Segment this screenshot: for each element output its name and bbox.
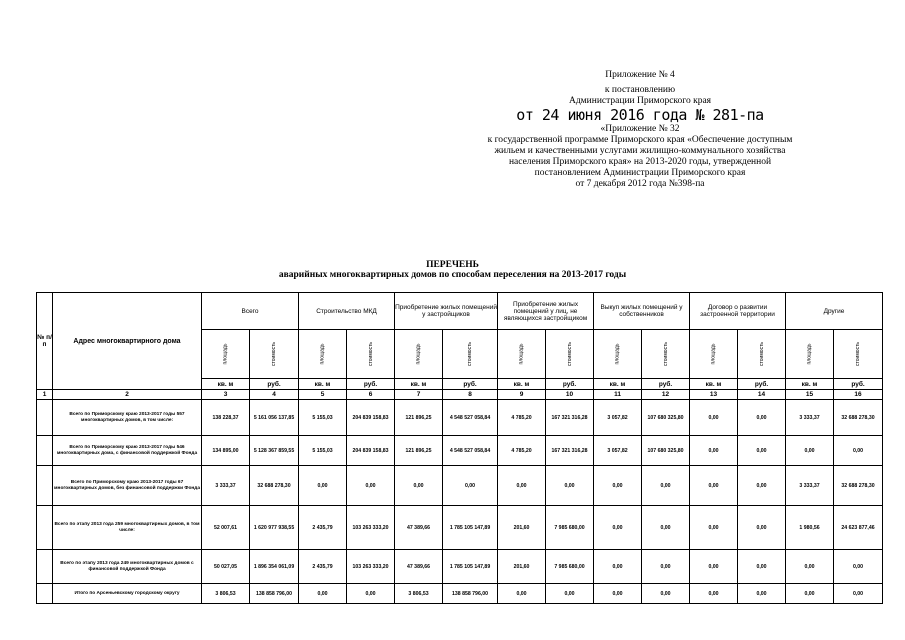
row-number-cell <box>37 506 53 550</box>
cost-value: 138 858 796,00 <box>250 584 299 604</box>
cost-value: 1 896 354 061,09 <box>250 550 299 584</box>
cost-value: 0,00 <box>642 584 690 604</box>
resolution-date: от 24 июня 2016 года № 281-па <box>516 106 764 124</box>
unit-cost: руб. <box>642 379 690 390</box>
area-label: площадь <box>518 343 525 365</box>
unit-area: кв. м <box>786 379 834 390</box>
cost-value: 0,00 <box>738 436 786 466</box>
column-number: 4 <box>250 390 299 400</box>
area-value: 0,00 <box>690 436 738 466</box>
cost-value: 167 321 316,28 <box>546 436 594 466</box>
area-value: 5 155,03 <box>299 400 347 436</box>
area-subheader <box>202 330 250 379</box>
unit-area: кв. м <box>498 379 546 390</box>
column-number: 8 <box>443 390 498 400</box>
document-title <box>0 260 905 280</box>
area-label: площадь <box>415 343 422 365</box>
program-appendix: «Приложение № 32 <box>600 124 680 134</box>
area-value: 0,00 <box>786 550 834 584</box>
area-label: площадь <box>319 343 326 365</box>
cost-value: 32 688 278,30 <box>834 400 883 436</box>
area-subheader <box>786 330 834 379</box>
area-value: 0,00 <box>690 506 738 550</box>
cost-value: 0,00 <box>347 466 395 506</box>
area-value: 0,00 <box>786 436 834 466</box>
cost-value: 167 321 316,28 <box>546 400 594 436</box>
cost-label: стоимость <box>566 342 573 366</box>
column-number: 12 <box>642 390 690 400</box>
cost-value: 0,00 <box>834 550 883 584</box>
table-row <box>37 506 883 550</box>
column-number: 7 <box>395 390 443 400</box>
cost-value: 0,00 <box>642 506 690 550</box>
column-number: 5 <box>299 390 347 400</box>
cost-value: 1 620 977 938,55 <box>250 506 299 550</box>
cost-label: стоимость <box>855 342 862 366</box>
cost-value: 103 263 333,20 <box>347 550 395 584</box>
area-value: 0,00 <box>690 400 738 436</box>
column-number: 13 <box>690 390 738 400</box>
area-subheader <box>594 330 642 379</box>
unit-cost: руб. <box>546 379 594 390</box>
cost-value: 0,00 <box>834 436 883 466</box>
area-subheader <box>690 330 738 379</box>
unit-cost: руб. <box>250 379 299 390</box>
unit-cost: руб. <box>834 379 883 390</box>
cost-value: 0,00 <box>834 584 883 604</box>
area-value: 0,00 <box>594 466 642 506</box>
area-value: 2 435,79 <box>299 506 347 550</box>
table-body <box>37 400 883 604</box>
program-line-4: постановлением Администрации Приморского края <box>534 168 746 178</box>
area-value: 0,00 <box>594 550 642 584</box>
cost-subheader <box>642 330 690 379</box>
unit-cost: руб. <box>347 379 395 390</box>
cost-value: 5 128 367 859,55 <box>250 436 299 466</box>
cost-value: 32 688 278,30 <box>250 466 299 506</box>
area-value: 0,00 <box>594 584 642 604</box>
area-value: 0,00 <box>690 584 738 604</box>
area-value: 3 333,37 <box>786 400 834 436</box>
area-value: 201,60 <box>498 506 546 550</box>
table-row <box>37 584 883 604</box>
table-row <box>37 466 883 506</box>
cost-subheader <box>443 330 498 379</box>
cost-value: 0,00 <box>738 584 786 604</box>
housing-table <box>36 292 883 604</box>
cost-value: 0,00 <box>738 506 786 550</box>
area-value: 2 435,79 <box>299 550 347 584</box>
row-label: Всего по Приморскому краю 2013-2017 годы 557 многоквартирных домов, в том числе: <box>53 400 202 436</box>
area-value: 0,00 <box>299 466 347 506</box>
area-value: 3 806,53 <box>202 584 250 604</box>
cost-value: 0,00 <box>738 550 786 584</box>
appendix-header <box>440 70 840 190</box>
cost-value: 4 548 527 058,84 <box>443 400 498 436</box>
area-value: 3 806,53 <box>395 584 443 604</box>
cost-value: 0,00 <box>347 584 395 604</box>
cost-subheader <box>347 330 395 379</box>
area-value: 47 389,66 <box>395 550 443 584</box>
column-number: 3 <box>202 390 250 400</box>
administration-name: Администрации Приморского края <box>568 96 712 106</box>
area-value: 0,00 <box>690 466 738 506</box>
group-total: Всего <box>202 293 299 330</box>
cost-label: стоимость <box>662 342 669 366</box>
cost-value: 107 680 325,80 <box>642 400 690 436</box>
unit-area: кв. м <box>594 379 642 390</box>
column-number: 14 <box>738 390 786 400</box>
area-value: 50 027,05 <box>202 550 250 584</box>
cost-value: 24 623 877,46 <box>834 506 883 550</box>
cost-label: стоимость <box>467 342 474 366</box>
area-value: 0,00 <box>498 466 546 506</box>
area-value: 3 057,82 <box>594 400 642 436</box>
area-value: 52 007,61 <box>202 506 250 550</box>
program-line-5: от 7 декабря 2012 года №398-па <box>575 179 705 189</box>
column-number: 2 <box>53 390 202 400</box>
row-label: Всего по Приморскому краю 2013-2017 годы 546 многоквартирных дома, с финансовой поддержкой Фонда <box>53 436 202 466</box>
cost-value: 0,00 <box>738 400 786 436</box>
group-other: Другие <box>786 293 883 330</box>
cost-value: 32 688 278,30 <box>834 466 883 506</box>
column-number: 15 <box>786 390 834 400</box>
area-value: 0,00 <box>498 584 546 604</box>
cost-value: 0,00 <box>642 550 690 584</box>
area-label: площадь <box>806 343 813 365</box>
row-number-cell <box>37 436 53 466</box>
title-line-2: аварийных многоквартирных домов по способам переселения на 2013-2017 годы <box>278 270 627 280</box>
cost-value: 0,00 <box>546 584 594 604</box>
row-label: Всего по этапу 2013 года 249 многоквартирных домов с финансовой поддержкой Фонда <box>53 550 202 584</box>
cost-value: 5 161 056 137,85 <box>250 400 299 436</box>
program-line-1: к государственной программе Приморского края «Обеспечение доступным <box>487 135 793 145</box>
area-subheader <box>299 330 347 379</box>
unit-cost: руб. <box>738 379 786 390</box>
row-number-cell <box>37 400 53 436</box>
row-number-cell <box>37 466 53 506</box>
row-number-cell <box>37 584 53 604</box>
cost-value: 204 839 158,83 <box>347 436 395 466</box>
area-value: 0,00 <box>299 584 347 604</box>
area-value: 3 333,37 <box>202 466 250 506</box>
cost-value: 0,00 <box>443 466 498 506</box>
cost-value: 204 839 158,83 <box>347 400 395 436</box>
program-line-3: населения Приморского края» на 2013-2020 годы, утвержденной <box>508 157 772 167</box>
area-value: 47 389,66 <box>395 506 443 550</box>
area-value: 134 895,00 <box>202 436 250 466</box>
cost-value: 0,00 <box>546 466 594 506</box>
area-value: 138 228,37 <box>202 400 250 436</box>
row-number-cell <box>37 550 53 584</box>
area-value: 0,00 <box>594 506 642 550</box>
area-value: 3 333,37 <box>786 466 834 506</box>
column-number: 9 <box>498 390 546 400</box>
cost-subheader <box>834 330 883 379</box>
cost-value: 4 548 527 058,84 <box>443 436 498 466</box>
group-purchase-developers: Приобретение жилых помещений у застройщиков <box>395 293 498 330</box>
group-development-agreement: Договор о развитии застроенной территории <box>690 293 786 330</box>
cost-value: 1 785 105 147,89 <box>443 550 498 584</box>
resolution-ref: к постановлению <box>604 85 676 95</box>
table-row <box>37 400 883 436</box>
area-subheader <box>498 330 546 379</box>
row-label: Всего по этапу 2013 года 259 многоквартирных домов, в том числе: <box>53 506 202 550</box>
area-value: 5 155,03 <box>299 436 347 466</box>
group-buyout: Выкуп жилых помещений у собственников <box>594 293 690 330</box>
cost-value: 138 858 796,00 <box>443 584 498 604</box>
unit-area: кв. м <box>690 379 738 390</box>
column-number: 1 <box>37 390 53 400</box>
area-value: 4 785,20 <box>498 400 546 436</box>
row-label: Всего по Приморскому краю 2013-2017 годы 67 многоквартирных домов, без финансовой поддержки Фонда <box>53 466 202 506</box>
cost-value: 0,00 <box>642 466 690 506</box>
area-label: площадь <box>710 343 717 365</box>
area-value: 121 896,25 <box>395 436 443 466</box>
group-construction: Строительство МКД <box>299 293 395 330</box>
area-value: 1 980,56 <box>786 506 834 550</box>
table-row <box>37 550 883 584</box>
cost-value: 7 985 680,00 <box>546 506 594 550</box>
area-value: 3 057,82 <box>594 436 642 466</box>
unit-area: кв. м <box>202 379 250 390</box>
area-value: 201,60 <box>498 550 546 584</box>
column-number: 16 <box>834 390 883 400</box>
cost-value: 103 263 333,20 <box>347 506 395 550</box>
cost-value: 107 680 325,80 <box>642 436 690 466</box>
title-line-1: ПЕРЕЧЕНЬ <box>426 260 479 270</box>
cost-subheader <box>250 330 299 379</box>
column-number: 6 <box>347 390 395 400</box>
cost-subheader <box>738 330 786 379</box>
cost-subheader <box>546 330 594 379</box>
unit-cost: руб. <box>443 379 498 390</box>
table-row <box>37 436 883 466</box>
column-number: 10 <box>546 390 594 400</box>
area-value: 0,00 <box>786 584 834 604</box>
area-value: 4 785,20 <box>498 436 546 466</box>
cost-label: стоимость <box>367 342 374 366</box>
unit-area: кв. м <box>395 379 443 390</box>
cost-value: 7 985 680,00 <box>546 550 594 584</box>
cost-label: стоимость <box>758 342 765 366</box>
appendix-number: Приложение № 4 <box>605 70 675 80</box>
program-line-2: жильем и качественными услугами жилищно-коммунального хозяйства <box>494 146 786 156</box>
column-number-row <box>37 390 883 400</box>
col-npp: № п/п <box>37 293 53 390</box>
column-number: 11 <box>594 390 642 400</box>
area-label: площадь <box>614 343 621 365</box>
cost-value: 1 785 105 147,89 <box>443 506 498 550</box>
cost-value: 0,00 <box>738 466 786 506</box>
area-value: 0,00 <box>395 466 443 506</box>
unit-area: кв. м <box>299 379 347 390</box>
group-purchase-non-developers: Приобретение жилых помещений у лиц, не являющихся застройщиком <box>498 293 594 330</box>
area-value: 121 896,25 <box>395 400 443 436</box>
col-address: Адрес многоквартирного дома <box>53 293 202 390</box>
row-label: Итого по Арсеньевскому городскому округу <box>53 584 202 604</box>
area-value: 0,00 <box>690 550 738 584</box>
area-label: площадь <box>222 343 229 365</box>
cost-label: стоимость <box>271 342 278 366</box>
area-subheader <box>395 330 443 379</box>
